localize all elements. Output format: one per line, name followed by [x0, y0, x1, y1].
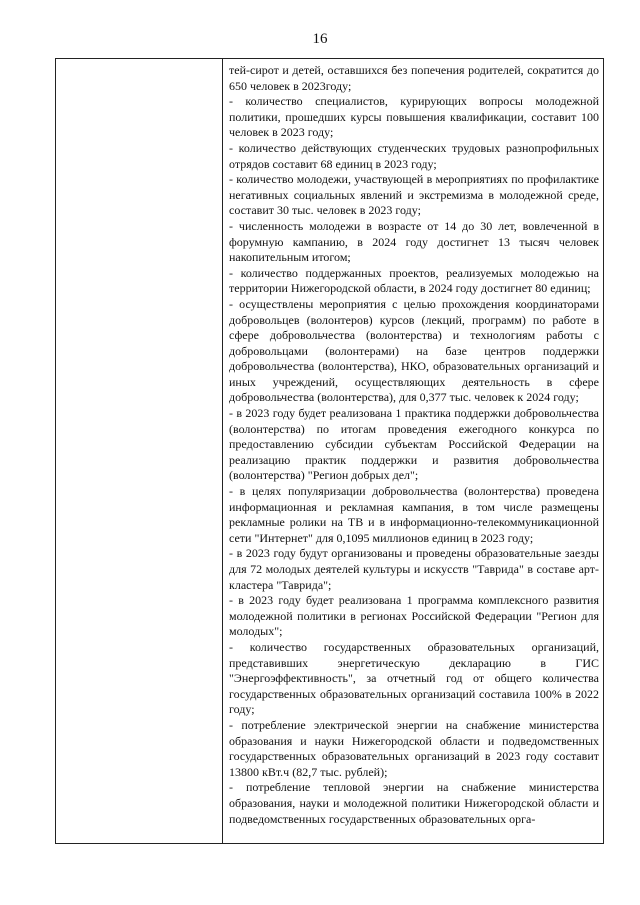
list-item: - количество молодежи, участвующей в мероприятиях по профилактике негативных социальных явлений и экстремизма в молодежной среде, составит 30 тыс. человек в 2023 году; [229, 172, 599, 218]
list-item: - в 2023 году будет реализована 1 программа комплексного развития молодежной политики в регионах Российской Федерации "Регион для молодых"; [229, 593, 599, 639]
list-item: - количество специалистов, курирующих вопросы молодежной политики, прошедших курсы повышения квалификации, составит 100 человек в 2023 году; [229, 94, 599, 140]
list-item: - количество поддержанных проектов, реализуемых молодежью на территории Нижегородской области, в 2024 году достигнет 80 единиц; [229, 265, 599, 296]
content-table [55, 58, 604, 844]
items-list [229, 63, 599, 827]
list-item: - потребление электрической энергии на снабжение министерства образования и науки Нижегородской области и подведомственных государственных образовательных организаций в 2023 году составит 13800 кВт.ч (82,7 тыс. рублей); [229, 717, 599, 779]
list-item: тей-сирот и детей, оставшихся без попечения родителей, сократится до 650 человек в 2023году; [229, 63, 599, 93]
list-item: - в целях популяризации добровольчества (волонтерства) проведена информационная и рекламная кампания, в том числе размещены рекламные ролики на ТВ и в информационно-телекоммуникационной сети "Интернет" для 0,1095 миллионов единиц в 2023 году; [229, 484, 599, 545]
page-number: 16 [312, 31, 328, 47]
left-column-cell [56, 59, 223, 844]
list-item: - количество действующих студенческих трудовых разнопрофильных отрядов составит 68 единиц в 2023 году; [229, 140, 599, 171]
right-column-cell [223, 59, 604, 844]
list-item: - в 2023 году будет реализована 1 практика поддержки добровольчества (волонтерства) по итогам проведения ежегодного конкурса по предоставлению субсидии субъектам Российской Федерации на реализацию практик поддержки и развития добровольчества (волонтерства) "Регион добрых дел"; [229, 406, 599, 483]
list-item: - численность молодежи в возрасте от 14 до 30 лет, вовлеченной в форумную кампанию, в 2024 году достигнет 13 тысяч человек накопительным итогом; [229, 218, 599, 265]
list-item: - осуществлены мероприятия с целью прохождения координаторами добровольцев (волонтеров) курсов (лекций, программ) по работе в сфере добровольчества (волонтерства) и технологиям работы с добровольцами (волонтерами) на базе центров поддержки добровольчества (волонтерства), НКО, образовательных организаций и иных учреждений, осуществляющих деятельность в сфере добровольчества (волонтерства), для 0,377 тыс. человек к 2024 году; [229, 296, 599, 405]
table-row [56, 59, 604, 844]
list-item: - в 2023 году будут организованы и проведены образовательные заезды для 72 молодых деятелей культуры и искусств "Таврида" в составе арт-кластера "Таврида"; [229, 546, 599, 592]
list-item: - потребление тепловой энергии на снабжение министерства образования, науки и молодежной политики Нижегородской области и подведомственных государственных образовательных орга- [229, 780, 599, 826]
list-item: - количество государственных образовательных организаций, представивших энергетическую декларацию в ГИС "Энергоэффективность", за отчетный год от общего количества государственных образовательных организаций составила 100% в 2022 году; [229, 639, 599, 717]
